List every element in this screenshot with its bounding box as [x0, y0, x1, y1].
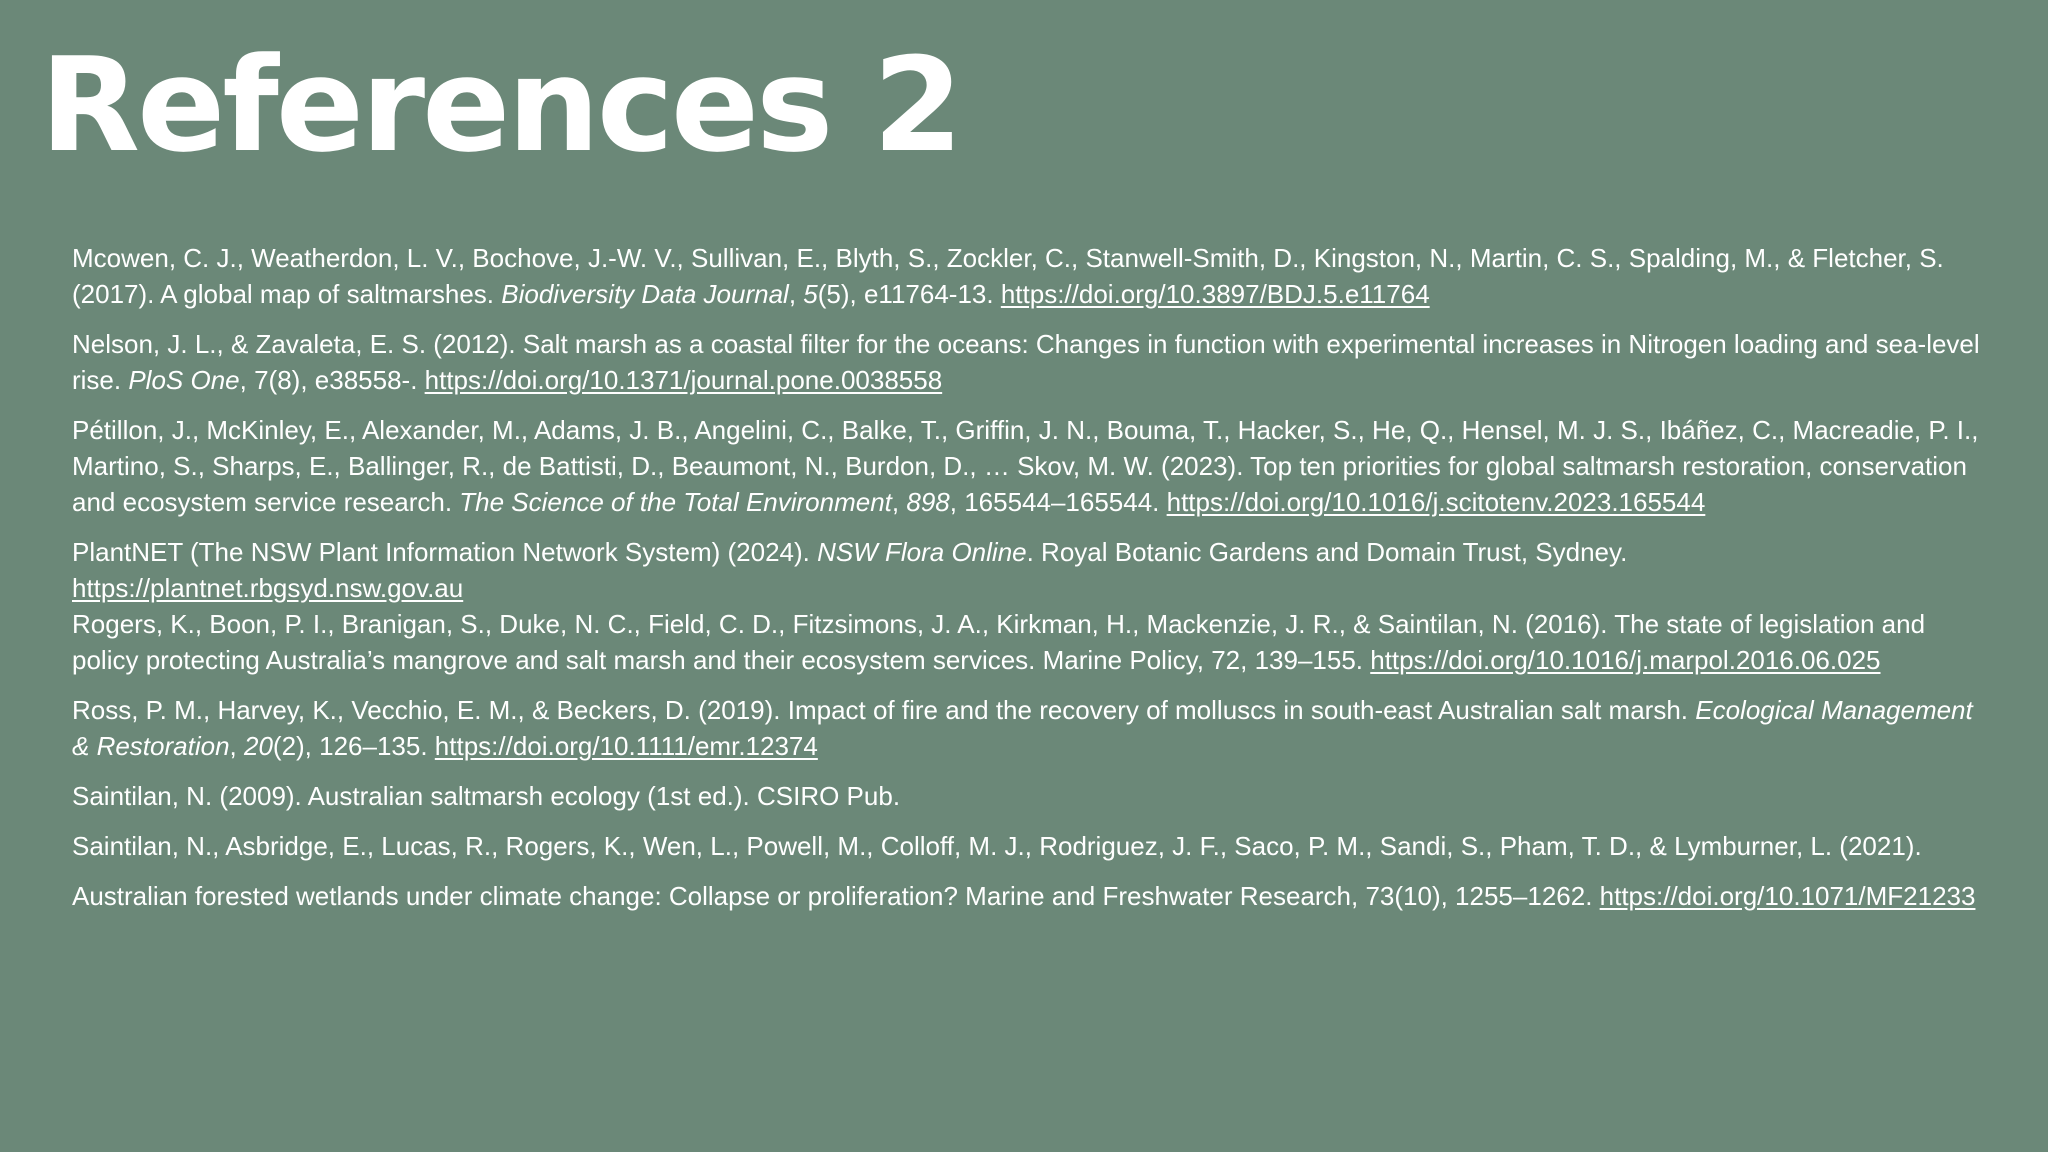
reference-text: ,: [891, 487, 907, 517]
reference-text: ,: [229, 731, 244, 761]
reference-journal: PloS One: [128, 365, 240, 395]
reference-item: [72, 606, 1992, 678]
reference-text: PlantNET (The NSW Plant Information Network System) (2024).: [72, 537, 818, 567]
reference-link[interactable]: https://doi.org/10.3897/BDJ.5.e11764: [1000, 279, 1430, 309]
reference-text: Saintilan, N. (2009). Australian saltmarsh ecology (1st ed.). CSIRO Pub.: [72, 781, 901, 811]
reference-text: Saintilan, N., Asbridge, E., Lucas, R., Rogers, K., Wen, L., Powell, M., Colloff, M. J., Rodriguez, J. F., Saco, P. M., Sandi, S., Pham, T. D., & Lymburner, L. (2021).: [72, 831, 1922, 861]
reference-text: Rogers, K., Boon, P. I., Branigan, S., Duke, N. C., Field, C. D., Fitzsimons, J. A., Kirkman, H., Mackenzie, J. R., & Saintilan, N. (2016). The state of legislation and policy protecting Australia’s mangrove and salt marsh and their ecosystem services. Marine Policy, 72, 139–155.: [72, 609, 1926, 675]
reference-journal: Ecological Management & Restoration: [72, 695, 1973, 761]
reference-text: , 7(8), e38558-.: [239, 365, 425, 395]
reference-link[interactable]: https://doi.org/10.1071/MF21233: [1599, 881, 1976, 911]
reference-volume: 5: [803, 279, 818, 309]
reference-item: [72, 326, 1992, 398]
reference-item: [72, 412, 1992, 520]
reference-journal: Biodiversity Data Journal: [501, 279, 789, 309]
reference-journal: The Science of the Total Environment: [459, 487, 892, 517]
reference-volume: 898: [906, 487, 950, 517]
reference-link[interactable]: https://doi.org/10.1016/j.scitotenv.2023.165544: [1166, 487, 1706, 517]
reference-volume: 20: [243, 731, 273, 761]
reference-link[interactable]: https://doi.org/10.1016/j.marpol.2016.06.025: [1370, 645, 1881, 675]
reference-text: Pétillon, J., McKinley, E., Alexander, M., Adams, J. B., Angelini, C., Balke, T., Griffin, J. N., Bouma, T., Hacker, S., He, Q., Hensel, M. J. S., Ibáñez, C., Macreadie, P. I., Martino, S., Sharps, E., Ballinger, R., de Battisti, D., Beaumont, N., Burdon, D., … Skov, M. W. (2023). Top ten priorities for global saltmarsh restoration, conservation and ecosystem service research.: [72, 415, 1979, 517]
reference-text: ,: [788, 279, 804, 309]
slide-title: References 2: [40, 29, 961, 181]
reference-text: Australian forested wetlands under climate change: Collapse or proliferation? Marine and Freshwater Research, 73(10), 1255–1262.: [72, 881, 1600, 911]
reference-item: [72, 828, 1992, 864]
reference-item: [72, 692, 1992, 764]
reference-text: , 165544–165544.: [949, 487, 1167, 517]
reference-link[interactable]: https://plantnet.rbgsyd.nsw.gov.au: [72, 573, 464, 603]
reference-text: Ross, P. M., Harvey, K., Vecchio, E. M., & Beckers, D. (2019). Impact of fire and the recovery of molluscs in south-east Australian salt marsh.: [72, 695, 1696, 725]
reference-journal: NSW Flora Online: [817, 537, 1027, 567]
reference-text: Mcowen, C. J., Weatherdon, L. V., Bochove, J.-W. V., Sullivan, E., Blyth, S., Zockler, C., Stanwell-Smith, D., Kingston, N., Martin, C. S., Spalding, M., & Fletcher, S. (2017). A global map of saltmarshes.: [72, 243, 1944, 309]
reference-text: (5), e11764-13.: [817, 279, 1001, 309]
reference-list: [72, 240, 1992, 928]
reference-item: [72, 878, 1992, 914]
reference-text: . Royal Botanic Gardens and Domain Trust, Sydney.: [1026, 537, 1628, 567]
reference-item: [72, 534, 1992, 606]
reference-link[interactable]: https://doi.org/10.1371/journal.pone.0038558: [424, 365, 943, 395]
reference-item: [72, 778, 1992, 814]
reference-link[interactable]: https://doi.org/10.1111/emr.12374: [434, 731, 818, 761]
reference-item: [72, 240, 1992, 312]
reference-text: (2), 126–135.: [272, 731, 435, 761]
reference-text: Nelson, J. L., & Zavaleta, E. S. (2012). Salt marsh as a coastal filter for the oceans: Changes in function with experimental increases in Nitrogen loading and sea-level rise.: [72, 329, 1980, 395]
